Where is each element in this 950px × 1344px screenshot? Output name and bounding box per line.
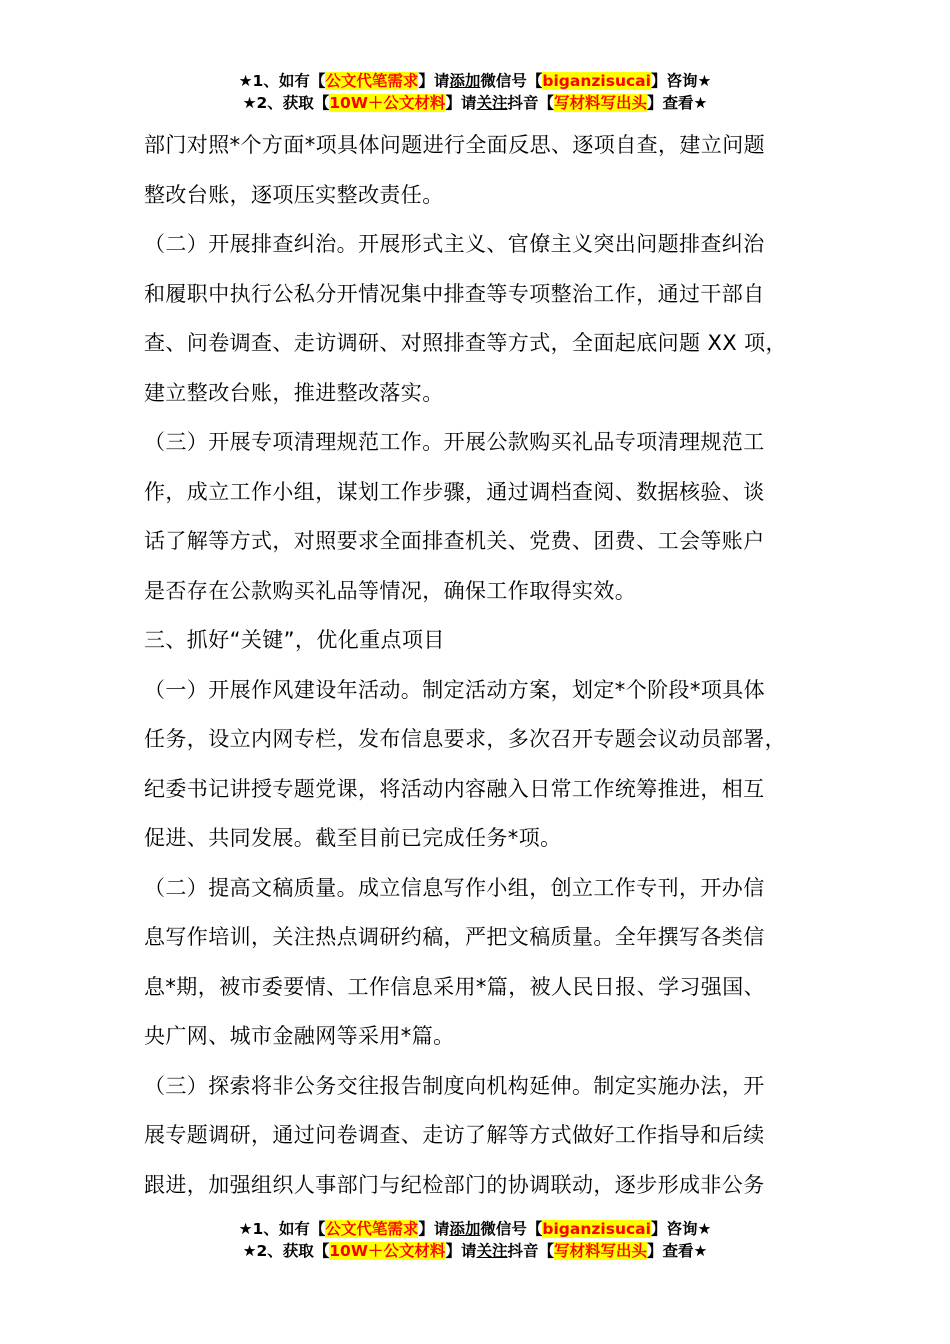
body-line: 话了解等方式，对照要求全面排查机关、党费、团费、工会等账户 (144, 529, 765, 553)
banner-text: 】请 (418, 72, 450, 90)
body-line: 是否存在公款购买礼品等情况，确保工作取得实效。 (144, 578, 637, 603)
body-line: 作，成立工作小组，谋划工作步骤，通过调档查阅、数据核验、谈 (144, 479, 765, 504)
body-line: 跟进，加强组织人事部门与纪检部门的协调联动，逐步形成非公务 (144, 1172, 765, 1197)
body-line: 息写作培训，关注热点调研约稿，严把文稿质量。全年撰写各类信 (144, 925, 765, 949)
body-line: 央广网、城市金融网等采用*篇。 (144, 1024, 455, 1048)
underlined-text: 添加 (449, 1220, 481, 1238)
body-line: 促进、共同发展。截至目前已完成任务*项。 (144, 826, 562, 850)
douyin-account: 写材料写出头 (553, 94, 647, 112)
banner-text: 】咨询★ (650, 72, 712, 90)
highlight-text: 10W＋公文材料 (329, 94, 446, 112)
body-line: 查、问卷调查、走访调研、对照排查等方式，全面起底问题 XX 项， (144, 331, 787, 355)
banner-text: 】查看★ (647, 1242, 708, 1260)
banner-line-2 (0, 92, 950, 114)
body-line: 建立整改台账，推进整改落实。 (144, 380, 444, 405)
body-line: 整改台账，逐项压实整改责任。 (144, 182, 444, 207)
banner-text: 抖音【 (507, 94, 554, 112)
banner-text: 】请 (418, 1220, 450, 1238)
body-line: 部门对照*个方面*项具体问题进行全面反思、逐项自查，建立问题 (144, 133, 765, 157)
section-heading: 三、抓好“关键”，优化重点项目 (144, 628, 445, 652)
highlight-text: 公文代笔需求 (325, 72, 419, 90)
underlined-text: 关注 (476, 94, 508, 112)
banner-text: ★2、获取【 (242, 1242, 330, 1260)
body-line: 任务，设立内网专栏，发布信息要求，多次召开专题会议动员部署， (144, 727, 786, 751)
banner-text: 抖音【 (507, 1242, 554, 1260)
douyin-account: 写材料写出头 (553, 1242, 647, 1260)
body-line: 纪委书记讲授专题党课，将活动内容融入日常工作统筹推进，相互 (144, 776, 765, 801)
body-line: （三）探索将非公务交往报告制度向机构延伸。制定实施办法，开 (144, 1073, 765, 1098)
body-line: 展专题调研，通过问卷调查、走访了解等方式做好工作指导和后续 (144, 1123, 765, 1147)
underlined-text: 关注 (476, 1242, 508, 1260)
banner-text: 微信号【 (480, 72, 543, 90)
highlight-text: 公文代笔需求 (325, 1220, 419, 1238)
header-ad-banner (0, 70, 950, 114)
body-line: （三）开展专项清理规范工作。开展公款购买礼品专项清理规范工 (144, 430, 765, 454)
banner-text: ★1、如有【 (238, 1220, 326, 1238)
highlight-text: 10W＋公文材料 (329, 1242, 446, 1260)
body-line: （一）开展作风建设年活动。制定活动方案，划定*个阶段*项具体 (144, 677, 765, 702)
body-line: （二）开展排查纠治。开展形式主义、官僚主义突出问题排查纠治 (144, 232, 765, 256)
wechat-id: biganzisucai (542, 1220, 651, 1238)
wechat-id: biganzisucai (542, 72, 651, 90)
banner-line-1 (0, 70, 950, 92)
underlined-text: 添加 (449, 72, 481, 90)
body-line: 和履职中执行公私分开情况集中排查等专项整治工作，通过干部自 (144, 281, 765, 306)
footer-ad-banner (0, 1218, 950, 1262)
banner-line-2 (0, 1240, 950, 1262)
banner-text: 】请 (445, 1242, 477, 1260)
body-line: 息*期，被市委要情、工作信息采用*篇，被人民日报、学习强国、 (144, 974, 765, 999)
banner-line-1 (0, 1218, 950, 1240)
banner-text: ★1、如有【 (238, 72, 326, 90)
document-body (144, 121, 844, 1210)
banner-text: 微信号【 (480, 1220, 543, 1238)
body-line: （二）提高文稿质量。成立信息写作小组，创立工作专刊，开办信 (144, 875, 765, 900)
banner-text: 】请 (445, 94, 477, 112)
banner-text: ★2、获取【 (242, 94, 330, 112)
banner-text: 】查看★ (647, 94, 708, 112)
banner-text: 】咨询★ (650, 1220, 712, 1238)
